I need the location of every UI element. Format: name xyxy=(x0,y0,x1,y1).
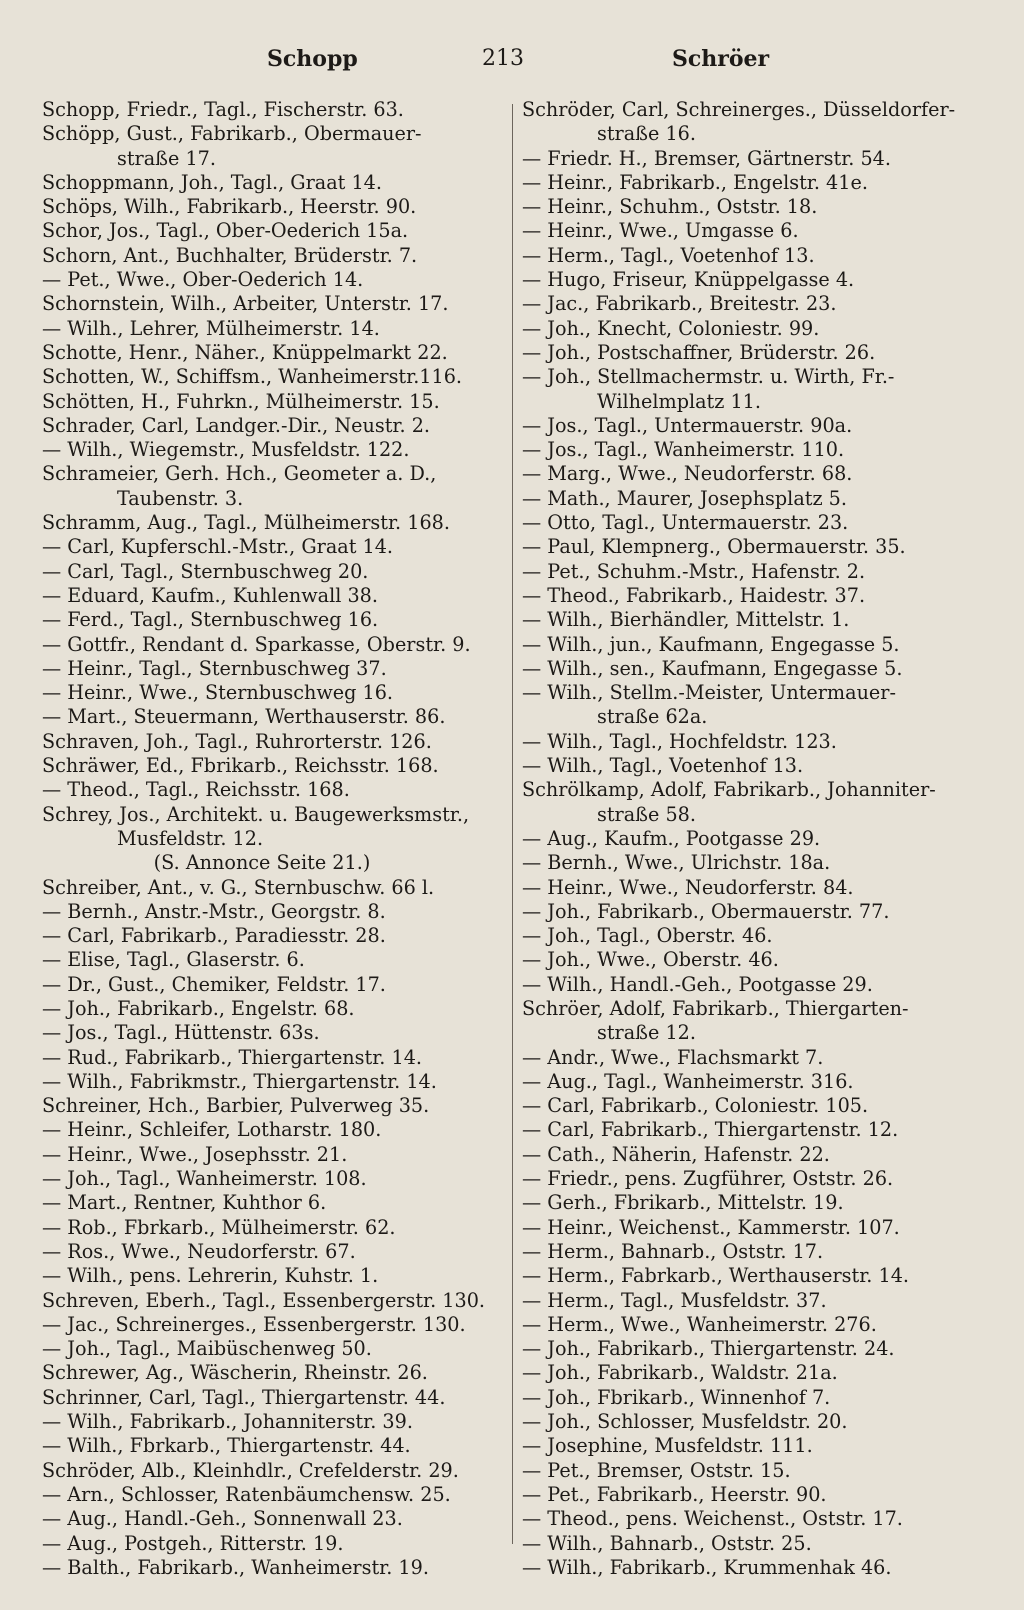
directory-entry: Schröder, Alb., Kleinhdlr., Crefelderstr. 29. xyxy=(42,1458,459,1482)
directory-entry: — Balth., Fabrikarb., Wanheimerstr. 19. xyxy=(42,1555,429,1579)
directory-entry: — Carl, Kupferschl.-Mstr., Graat 14. xyxy=(42,535,394,559)
directory-entry: Schrinner, Carl, Tagl., Thiergartenstr. 44. xyxy=(42,1385,446,1409)
directory-entry: — Josephine, Musfeldstr. 111. xyxy=(522,1434,813,1458)
directory-entry: — Joh., Wwe., Oberstr. 46. xyxy=(522,948,779,972)
directory-entry: Schopp, Friedr., Tagl., Fischerstr. 63. xyxy=(42,98,404,121)
directory-entry: — Theod., pens. Weichenst., Oststr. 17. xyxy=(522,1507,903,1531)
header-right-keyword: Schröer xyxy=(672,46,770,72)
directory-entry: — Pet., Wwe., Ober-Oederich 14. xyxy=(42,268,364,292)
directory-entry: — Aug., Handl.-Geh., Sonnenwall 23. xyxy=(42,1507,403,1531)
directory-entry: Schröder, Carl, Schreinerges., Düsseldorfer- xyxy=(522,98,956,121)
directory-entry: Taubenstr. 3. xyxy=(117,486,244,510)
directory-entry: — Marg., Wwe., Neudorferstr. 68. xyxy=(522,462,853,486)
directory-entry: straße 12. xyxy=(597,1021,696,1045)
directory-entry: — Ros., Wwe., Neudorferstr. 67. xyxy=(42,1239,356,1263)
directory-entry: — Aug., Tagl., Wanheimerstr. 316. xyxy=(522,1069,854,1093)
directory-entry: Schreiner, Hch., Barbier, Pulverweg 35. xyxy=(42,1094,430,1118)
directory-entry: — Pet., Schuhm.-Mstr., Hafenstr. 2. xyxy=(522,559,866,583)
directory-entry: Wilhelmplatz 11. xyxy=(597,389,761,413)
directory-entry: — Wilh., Fbrkarb., Thiergartenstr. 44. xyxy=(42,1434,411,1458)
directory-entry: Schrewer, Ag., Wäscherin, Rheinstr. 26. xyxy=(42,1361,428,1385)
directory-entry: — Joh., Stellmachermstr. u. Wirth, Fr.- xyxy=(522,365,895,389)
directory-entry: — Pet., Fabrikarb., Heerstr. 90. xyxy=(522,1482,827,1506)
directory-entry: — Wilh., pens. Lehrerin, Kuhstr. 1. xyxy=(42,1264,379,1288)
directory-entry: (S. Annonce Seite 21.) xyxy=(153,851,371,875)
directory-entry: straße 17. xyxy=(117,146,216,170)
directory-entry: — Jos., Tagl., Untermauerstr. 90a. xyxy=(522,413,853,437)
directory-entry: — Joh., Knecht, Coloniestr. 99. xyxy=(522,316,820,340)
directory-entry: — Heinr., Schleifer, Lotharstr. 180. xyxy=(42,1118,382,1142)
header-left-keyword: Schopp xyxy=(267,46,358,72)
directory-entry: — Joh., Fabrikarb., Thiergartenstr. 24. xyxy=(522,1337,895,1361)
left-column xyxy=(42,98,522,1580)
directory-entry: — Elise, Tagl., Glaserstr. 6. xyxy=(42,948,305,972)
directory-entry: — Jac., Schreinerges., Essenbergerstr. 130. xyxy=(42,1312,466,1336)
directory-entry: — Gottfr., Rendant d. Sparkasse, Oberstr. 9. xyxy=(42,632,471,656)
directory-entry: Schrey, Jos., Architekt. u. Baugewerksmstr., xyxy=(42,802,470,826)
directory-entry: — Theod., Fabrikarb., Haidestr. 37. xyxy=(522,583,866,607)
directory-entry: — Herm., Tagl., Musfeldstr. 37. xyxy=(522,1288,827,1312)
directory-entry: — Heinr., Wwe., Neudorferstr. 84. xyxy=(522,875,854,899)
directory-entry: — Bernh., Anstr.-Mstr., Georgstr. 8. xyxy=(42,899,386,923)
directory-entry: — Wilh., Handl.-Geh., Pootgasse 29. xyxy=(522,972,873,996)
directory-entry: — Carl, Tagl., Sternbuschweg 20. xyxy=(42,559,369,583)
column-divider xyxy=(512,104,513,1544)
directory-entry: — Wilh., Tagl., Voetenhof 13. xyxy=(522,754,804,778)
directory-entry: — Wilh., Bierhändler, Mittelstr. 1. xyxy=(522,608,850,632)
directory-entry: Schrameier, Gerh. Hch., Geometer a. D., xyxy=(42,462,437,486)
directory-entry: — Rob., Fbrkarb., Mülheimerstr. 62. xyxy=(42,1215,396,1239)
directory-entry: — Carl, Fabrikarb., Coloniestr. 105. xyxy=(522,1094,869,1118)
directory-entry: — Wilh., Bahnarb., Oststr. 25. xyxy=(522,1531,812,1555)
page-header xyxy=(0,46,1024,86)
directory-entry: Schramm, Aug., Tagl., Mülheimerstr. 168. xyxy=(42,511,450,535)
directory-entry: — Math., Maurer, Josephsplatz 5. xyxy=(522,486,847,510)
directory-entry: — Wilh., Wiegemstr., Musfeldstr. 122. xyxy=(42,438,410,462)
directory-entry: Schöps, Wilh., Fabrikarb., Heerstr. 90. xyxy=(42,195,417,219)
right-column xyxy=(522,98,1002,1580)
directory-entry: — Wilh., Fabrikmstr., Thiergartenstr. 14. xyxy=(42,1069,437,1093)
directory-entry: straße 16. xyxy=(597,122,696,146)
directory-entry: — Joh., Tagl., Maibüschenweg 50. xyxy=(42,1337,372,1361)
directory-entry: — Mart., Rentner, Kuhthor 6. xyxy=(42,1191,327,1215)
directory-entry: — Wilh., Lehrer, Mülheimerstr. 14. xyxy=(42,316,380,340)
directory-entry: — Theod., Tagl., Reichsstr. 168. xyxy=(42,778,350,802)
directory-entry: — Pet., Bremser, Oststr. 15. xyxy=(522,1458,791,1482)
directory-entry: — Wilh., sen., Kaufmann, Engegasse 5. xyxy=(522,656,903,680)
directory-entry: Schrader, Carl, Landger.-Dir., Neustr. 2. xyxy=(42,413,430,437)
directory-entry: — Ferd., Tagl., Sternbuschweg 16. xyxy=(42,608,379,632)
directory-entry: — Heinr., Tagl., Sternbuschweg 37. xyxy=(42,656,387,680)
directory-entry: — Rud., Fabrikarb., Thiergartenstr. 14. xyxy=(42,1045,423,1069)
directory-entry: Schorn, Ant., Buchhalter, Brüderstr. 7. xyxy=(42,243,418,267)
directory-entry: — Heinr., Wwe., Umgasse 6. xyxy=(522,219,799,243)
directory-entry: straße 62a. xyxy=(597,705,708,729)
directory-entry: — Jos., Tagl., Hüttenstr. 63s. xyxy=(42,1021,320,1045)
directory-entry: — Heinr., Schuhm., Oststr. 18. xyxy=(522,195,818,219)
directory-entry: — Joh., Tagl., Wanheimerstr. 108. xyxy=(42,1167,367,1191)
directory-entry: Schoppmann, Joh., Tagl., Graat 14. xyxy=(42,170,382,194)
directory-entry: Schrölkamp, Adolf, Fabrikarb., Johanniter- xyxy=(522,778,936,802)
directory-entry: — Andr., Wwe., Flachsmarkt 7. xyxy=(522,1045,824,1069)
directory-entry: — Wilh., Fabrikarb., Krummenhak 46. xyxy=(522,1555,892,1579)
directory-entry: — Dr., Gust., Chemiker, Feldstr. 17. xyxy=(42,972,386,996)
directory-entry: — Cath., Näherin, Hafenstr. 22. xyxy=(522,1142,830,1166)
directory-entry: — Otto, Tagl., Untermauerstr. 23. xyxy=(522,511,849,535)
directory-entry: — Jos., Tagl., Wanheimerstr. 110. xyxy=(522,438,845,462)
directory-entry: Schor, Jos., Tagl., Ober-Oederich 15a. xyxy=(42,219,409,243)
directory-entry: — Carl, Fabrikarb., Paradiesstr. 28. xyxy=(42,924,386,948)
directory-entry: — Friedr. H., Bremser, Gärtnerstr. 54. xyxy=(522,146,891,170)
directory-entry: Schröer, Adolf, Fabrikarb., Thiergarten- xyxy=(522,996,909,1020)
directory-entry: Musfeldstr. 12. xyxy=(117,826,264,850)
directory-entry: — Joh., Fbrikarb., Winnenhof 7. xyxy=(522,1385,831,1409)
directory-entry: — Arn., Schlosser, Ratenbäumchensw. 25. xyxy=(42,1482,451,1506)
directory-entry: Schräwer, Ed., Fbrikarb., Reichsstr. 168. xyxy=(42,754,439,778)
directory-entry: — Wilh., Tagl., Hochfeldstr. 123. xyxy=(522,729,837,753)
directory-entry: — Aug., Postgeh., Ritterstr. 19. xyxy=(42,1531,344,1555)
directory-entry: — Joh., Fabrikarb., Waldstr. 21a. xyxy=(522,1361,838,1385)
page-number: 213 xyxy=(482,46,524,71)
directory-entry: — Herm., Tagl., Voetenhof 13. xyxy=(522,243,815,267)
directory-entry: — Joh., Fabrikarb., Obermauerstr. 77. xyxy=(522,899,890,923)
directory-entry: Schotten, W., Schiffsm., Wanheimerstr.116. xyxy=(42,365,463,389)
directory-entry: — Wilh., Fabrikarb., Johanniterstr. 39. xyxy=(42,1410,413,1434)
directory-entry: — Gerh., Fbrikarb., Mittelstr. 19. xyxy=(522,1191,844,1215)
directory-entry: Schraven, Joh., Tagl., Ruhrorterstr. 126. xyxy=(42,729,432,753)
directory-entry: — Herm., Fabrkarb., Werthauserstr. 14. xyxy=(522,1264,910,1288)
directory-entry: Schotte, Henr., Näher., Knüppelmarkt 22. xyxy=(42,340,448,364)
directory-entry: Schreiber, Ant., v. G., Sternbuschw. 66 l. xyxy=(42,875,435,899)
directory-entry: — Heinr., Wwe., Sternbuschweg 16. xyxy=(42,681,394,705)
directory-entry: Schöpp, Gust., Fabrikarb., Obermauer- xyxy=(42,122,422,146)
directory-entry: — Joh., Fabrikarb., Engelstr. 68. xyxy=(42,996,355,1020)
directory-entry: — Heinr., Weichenst., Kammerstr. 107. xyxy=(522,1215,900,1239)
directory-entry: — Mart., Steuermann, Werthauserstr. 86. xyxy=(42,705,446,729)
directory-entry: — Heinr., Fabrikarb., Engelstr. 41e. xyxy=(522,170,868,194)
directory-entry: Schötten, H., Fuhrkn., Mülheimerstr. 15. xyxy=(42,389,440,413)
directory-entry: — Wilh., jun., Kaufmann, Engegasse 5. xyxy=(522,632,900,656)
directory-entry: — Joh., Schlosser, Musfeldstr. 20. xyxy=(522,1410,848,1434)
directory-entry: — Friedr., pens. Zugführer, Oststr. 26. xyxy=(522,1167,894,1191)
directory-entry: straße 58. xyxy=(597,802,696,826)
directory-entry: — Bernh., Wwe., Ulrichstr. 18a. xyxy=(522,851,831,875)
directory-entry: — Aug., Kaufm., Pootgasse 29. xyxy=(522,826,821,850)
directory-entry: — Jac., Fabrikarb., Breitestr. 23. xyxy=(522,292,837,316)
directory-entry: — Herm., Wwe., Wanheimerstr. 276. xyxy=(522,1312,877,1336)
directory-entry: — Eduard, Kaufm., Kuhlenwall 38. xyxy=(42,583,378,607)
directory-entry: — Carl, Fabrikarb., Thiergartenstr. 12. xyxy=(522,1118,899,1142)
directory-entry: — Heinr., Wwe., Josephsstr. 21. xyxy=(42,1142,348,1166)
directory-entry: Schreven, Eberh., Tagl., Essenbergerstr. 130. xyxy=(42,1288,486,1312)
directory-entry: — Wilh., Stellm.-Meister, Untermauer- xyxy=(522,681,896,705)
directory-entry: — Paul, Klempnerg., Obermauerstr. 35. xyxy=(522,535,906,559)
directory-entry: — Herm., Bahnarb., Oststr. 17. xyxy=(522,1239,824,1263)
directory-entry: — Hugo, Friseur, Knüppelgasse 4. xyxy=(522,268,855,292)
directory-entry: Schornstein, Wilh., Arbeiter, Unterstr. 17. xyxy=(42,292,449,316)
directory-entry: — Joh., Postschaffner, Brüderstr. 26. xyxy=(522,340,876,364)
directory-entry: — Joh., Tagl., Oberstr. 46. xyxy=(522,924,773,948)
